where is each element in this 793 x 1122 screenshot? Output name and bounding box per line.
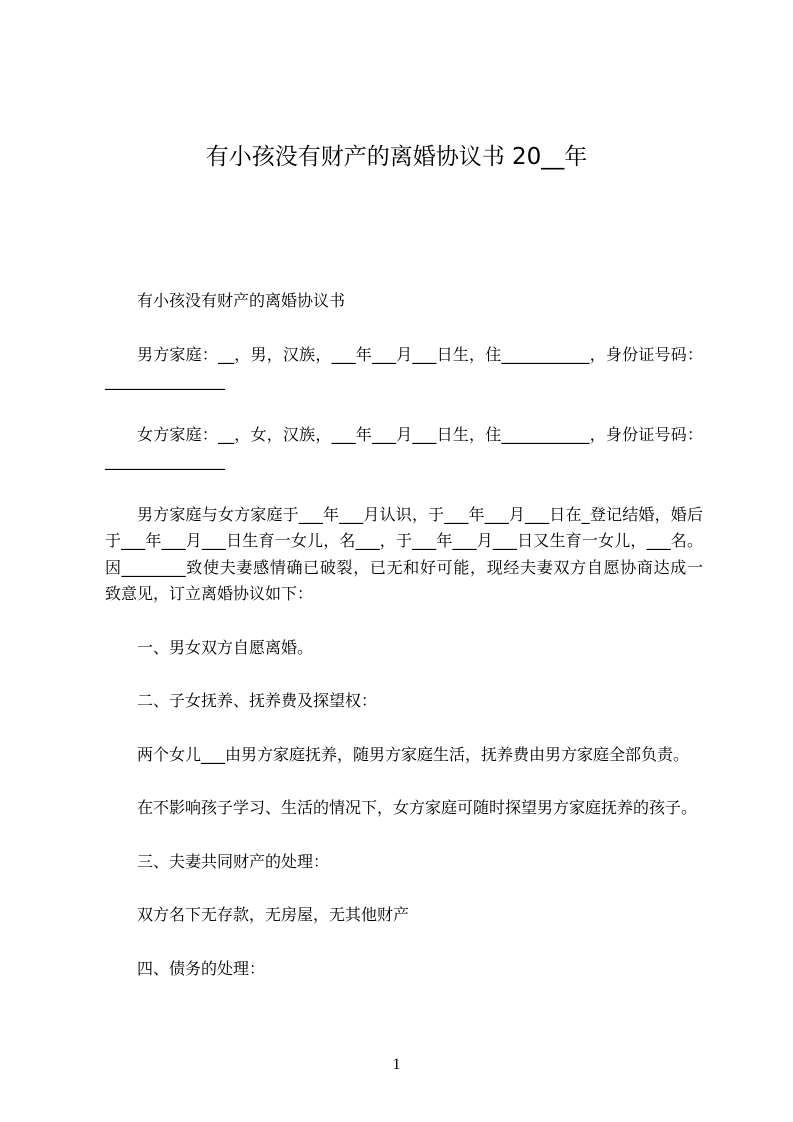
paragraph-line: _______________ xyxy=(105,371,225,390)
paragraph-female-party xyxy=(105,422,703,475)
page-number: 1 xyxy=(392,1056,401,1073)
paragraph-line: _______________ xyxy=(105,451,225,470)
paragraph-property xyxy=(105,902,703,929)
document-body xyxy=(105,288,703,1009)
paragraph-line: 双方名下无存款，无房屋，无其他财产 xyxy=(137,905,410,924)
paragraph-male-party xyxy=(105,342,703,395)
paragraph-custody xyxy=(105,742,703,769)
paragraph-line: 三、夫妻共同财产的处理： xyxy=(137,851,330,871)
paragraph-line: 致意见，订立离婚协议如下： xyxy=(105,584,314,603)
paragraph-line: 因________致使夫妻感情确已破裂，已无和好可能，现经夫妻双方自愿协商达成一 xyxy=(105,557,703,577)
paragraph-visitation xyxy=(105,795,703,822)
paragraph-subtitle xyxy=(105,288,703,315)
paragraph-line: 一、男女双方自愿离婚。 xyxy=(137,637,314,657)
paragraph-line: 二、子女抚养、抚养费及探望权： xyxy=(137,691,378,710)
section-heading-property xyxy=(105,849,703,876)
document-title: 有小孩没有财产的离婚协议书 20__年 xyxy=(205,144,588,170)
section-heading-divorce xyxy=(105,635,703,662)
paragraph-line: 女方家庭：__，女，汉族，___年___月___日生，住___________，身份证号码： xyxy=(137,424,703,444)
section-heading-debts xyxy=(105,956,703,983)
paragraph-line: 男方家庭：__，男，汉族，___年___月___日生，住___________，身份证号码： xyxy=(137,344,703,364)
paragraph-line: 四、债务的处理： xyxy=(137,958,266,978)
paragraph-line: 两个女儿___由男方家庭抚养，随男方家庭生活，抚养费由男方家庭全部负责。 xyxy=(137,744,690,764)
paragraph-line: 于___年___月___日生育一女儿，名___，于___年___月___日又生育一女儿，___名。 xyxy=(105,531,703,550)
paragraph-line: 在不影响孩子学习、生活的情况下，女方家庭可随时探望男方家庭抚养的孩子。 xyxy=(137,798,698,817)
paragraph-line: 男方家庭与女方家庭于___年___月认识，于___年___月___日在_登记结婚，婚后 xyxy=(137,504,703,524)
paragraph-line: 有小孩没有财产的离婚协议书 xyxy=(137,291,346,310)
paragraph-background xyxy=(105,502,703,608)
section-heading-custody xyxy=(105,688,703,715)
